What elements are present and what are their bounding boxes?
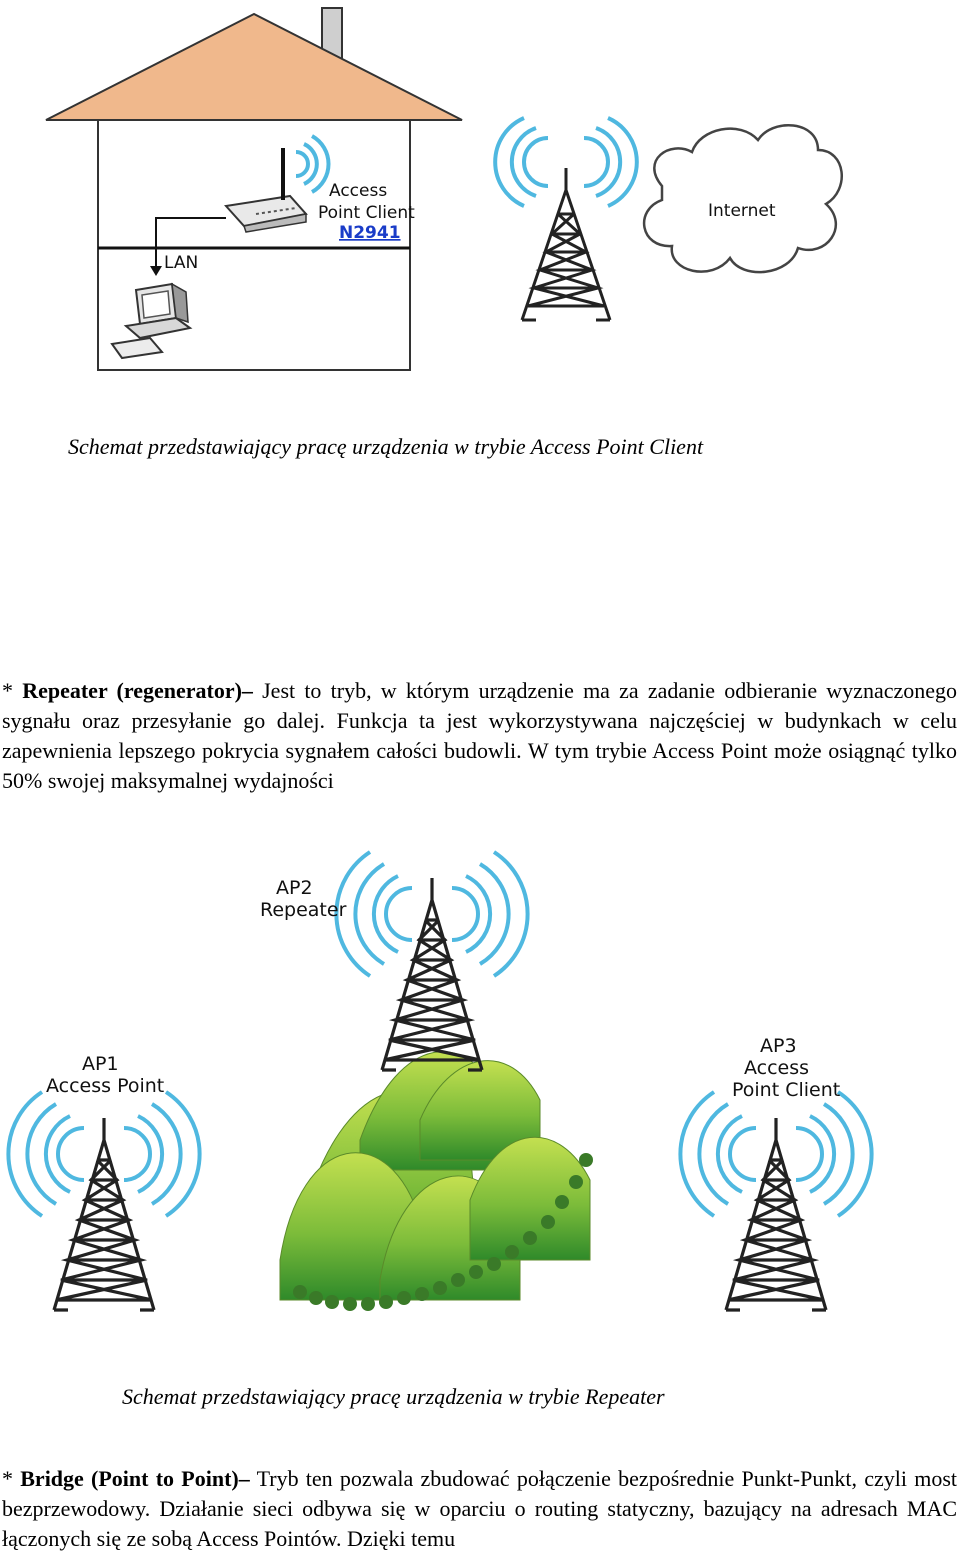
access-point-client-diagram: [0, 0, 960, 380]
lan-label: LAN: [164, 253, 199, 273]
ap2-label-line1: AP2: [276, 877, 313, 899]
repeater-diagram: [0, 840, 960, 1340]
hills-illustration: [250, 1037, 640, 1311]
cloud-label: Internet: [708, 201, 776, 221]
device-model: N2941: [339, 223, 401, 243]
repeater-paragraph: [2, 676, 957, 796]
bullet: *: [2, 678, 23, 703]
repeater-term: Repeater (regenerator)–: [22, 678, 253, 703]
bullet: *: [2, 1466, 21, 1491]
figure1-caption: Schemat przedstawiający pracę urządzenia w trybie Access Point Client: [68, 434, 704, 459]
ap3-tower-icon: [726, 1118, 826, 1310]
ap1-tower-icon: [54, 1118, 154, 1310]
ap2-label-line2: Repeater: [260, 899, 347, 921]
house-roof: [46, 14, 462, 120]
repeater-text: Jest to tryb, w którym urządzenie ma za zadanie odbieranie wyznaczonego sygnału oraz przesyłanie go dalej. Funkcja ta jest wykorzystywana najczęściej w budynkach w celu zapewnienia lepszego pokrycia sygnałem całości budowli. W tym trybie Access Point może osiągnąć tylko 50% swojej maksymalnej wydajności: [2, 678, 958, 793]
ap3-label-line2: Access: [744, 1057, 810, 1079]
bridge-paragraph: [2, 1464, 957, 1554]
ap2-tower-icon: [382, 878, 482, 1070]
ap1-label-line1: AP1: [82, 1053, 119, 1075]
internet-cloud: [644, 125, 842, 272]
ap3-label-line1: AP3: [760, 1035, 797, 1057]
device-label-line1: Access: [329, 181, 388, 201]
bridge-term: Bridge (Point to Point)–: [20, 1466, 250, 1491]
ap3-signal-waves: [680, 1092, 871, 1216]
bridge-text: Tryb ten pozwala zbudować połączenie bezpośrednie Punkt-Punkt, czyli most bezprzewodowy. Działanie sieci odbywa się w oparciu o routing statyczny, bazujący na adresach MAC łączonych się ze sobą Access Pointów. Dzięki temu: [2, 1466, 958, 1551]
transmission-tower-icon: [522, 168, 610, 320]
ap1-label-line2: Access Point: [46, 1075, 165, 1097]
ap3-label-line3: Point Client: [732, 1079, 841, 1101]
ap2-signal-waves: [336, 852, 527, 976]
figure2-caption: Schemat przedstawiający pracę urządzenia w trybie Repeater: [122, 1384, 665, 1409]
ap1-signal-waves: [8, 1092, 199, 1216]
device-label-line2: Point Client: [318, 203, 415, 223]
